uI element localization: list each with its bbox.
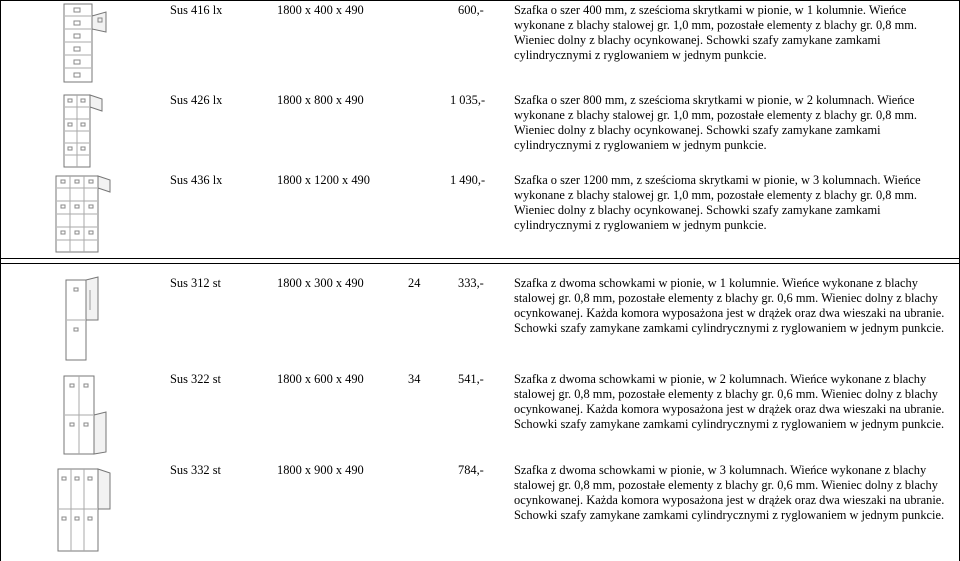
table-row [0, 93, 960, 173]
table-row [0, 173, 960, 255]
locker-1col-2-illustration [64, 276, 104, 362]
dimensions: 1800 x 1200 x 490 [277, 173, 370, 187]
description: Szafka o szer 800 mm, z sześcioma skrytkami w pionie, w 2 kolumnach. Wieńce wykonane z blachy stalowej gr. 1,0 mm, pozostałe elementy z blachy gr. 0,8 mm. Wieniec dolny z blachy ocynkowanej. Schowki szafy zamykane zamkami cylindrycznymi z ryglowaniem w jednym punkcie. [514, 93, 917, 152]
description: Szafka z dwoma schowkami w pionie, w 2 kolumnach. Wieńce wykonane z blachy stalowej gr. 0,8 mm, pozostałe elementy z blachy gr. 0,6 mm. Wieniec dolny z blachy ocynkowanej. Każda komora wyposażona jest w drążek oraz dwa wieszaki na ubranie. Schowki szafy zamykane zamkami cylindrycznymi z ryglowaniem w jednym punkcie. [514, 372, 945, 431]
quantity: 34 [408, 372, 421, 386]
table-row [0, 372, 960, 458]
table-top-border [0, 0, 960, 1]
dimensions: 1800 x 800 x 490 [277, 93, 364, 107]
description: Szafka z dwoma schowkami w pionie, w 3 kolumnach. Wieńce wykonane z blachy stalowej gr. 0,8 mm, pozostałe elementy z blachy gr. 0,6 mm. Wieniec dolny z blachy ocynkowanej. Każda komora wyposażona jest w drążek oraz dwa wieszaki na ubranie. Schowki szafy zamykane zamkami cylindrycznymi z ryglowaniem w jednym punkcie. [514, 463, 945, 522]
model-name: Sus 416 lx [170, 3, 223, 17]
price: 784,- [458, 463, 484, 477]
dimensions: 1800 x 300 x 490 [277, 276, 364, 290]
dimensions: 1800 x 600 x 490 [277, 372, 364, 386]
quantity: 24 [408, 276, 421, 290]
model-name: Sus 426 lx [170, 93, 223, 107]
dimensions: 1800 x 900 x 490 [277, 463, 364, 477]
dimensions: 1800 x 400 x 490 [277, 3, 364, 17]
locker-1col-6-illustration [62, 2, 110, 84]
description: Szafka o szer 1200 mm, z sześcioma skrytkami w pionie, w 3 kolumnach. Wieńce wykonane z blachy stalowej gr. 1,0 mm, pozostałe elementy z blachy gr. 0,8 mm. Wieniec dolny z blachy ocynkowanej. Schowki szafy zamykane zamkami cylindrycznymi z ryglowaniem w jednym punkcie. [514, 173, 921, 232]
price: 600,- [458, 3, 484, 17]
locker-2col-6-illustration [62, 93, 110, 169]
price: 333,- [458, 276, 484, 290]
price: 1 490,- [450, 173, 486, 187]
model-name: Sus 332 st [170, 463, 221, 477]
description: Szafka o szer 400 mm, z sześcioma skrytkami w pionie, w 1 kolumnie. Wieńce wykonane z blachy stalowej gr. 1,0 mm, pozostałe elementy z blachy gr. 0,8 mm. Wieniec dolny z blachy ocynkowanej. Schowki szafy zamykane zamkami cylindrycznymi z ryglowaniem w jednym punkcie. [514, 3, 917, 62]
section-divider-bottom [0, 263, 960, 264]
locker-2col-2-illustration [62, 372, 110, 456]
price: 541,- [458, 372, 484, 386]
model-name: Sus 312 st [170, 276, 221, 290]
description: Szafka z dwoma schowkami w pionie, w 1 kolumnie. Wieńce wykonane z blachy stalowej gr. 0,8 mm, pozostałe elementy z blachy gr. 0,6 mm. Wieniec dolny z blachy ocynkowanej. Każda komora wyposażona jest w drążek oraz dwa wieszaki na ubranie. Schowki szafy zamykane zamkami cylindrycznymi z ryglowaniem w jednym punkcie. [514, 276, 945, 335]
locker-3col-6-illustration [54, 174, 114, 254]
model-name: Sus 322 st [170, 372, 221, 386]
section-divider-top [0, 258, 960, 259]
model-name: Sus 436 lx [170, 173, 223, 187]
table-row [0, 276, 960, 366]
table-row [0, 3, 960, 83]
price: 1 035,- [450, 93, 486, 107]
locker-3col-2-illustration [52, 465, 116, 555]
table-row [0, 463, 960, 553]
